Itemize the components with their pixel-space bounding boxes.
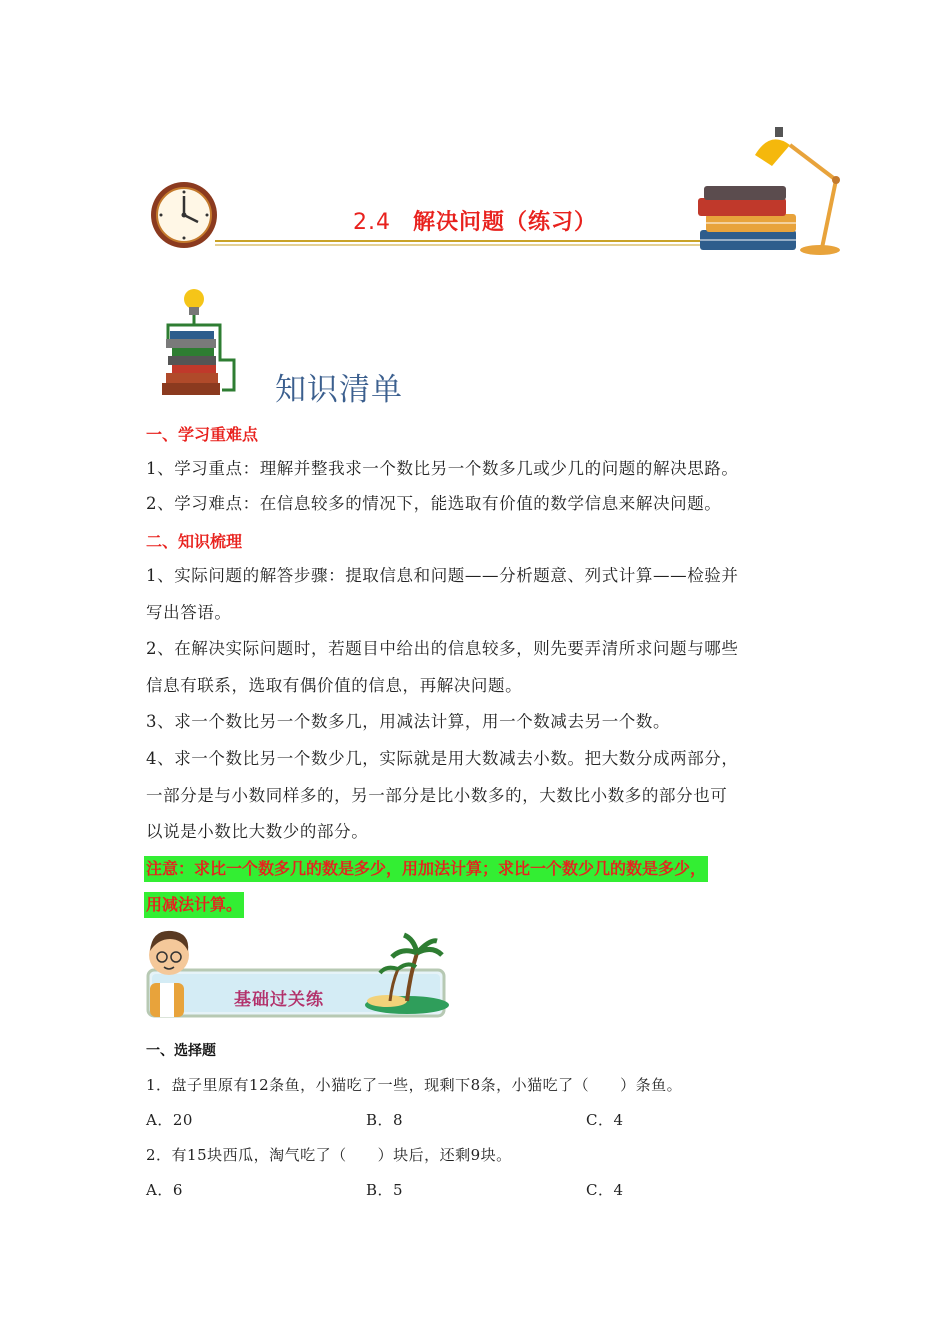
review-line: 1、实际问题的解答步骤：提取信息和问题——分析题意、列式计算——检验并 — [146, 566, 739, 585]
title-text: 解决问题（练习） — [412, 210, 597, 235]
review-line: 4、求一个数比另一个数少几，实际就是用大数减去小数。把大数分成两部分， — [146, 749, 739, 768]
question-1-option-a[interactable]: A．20 — [146, 1111, 193, 1129]
review-line: 以说是小数比大数少的部分。 — [146, 822, 369, 841]
question-2-option-a[interactable]: A．6 — [146, 1181, 183, 1199]
section-title-key-points: 一、学习重难点 — [146, 425, 259, 444]
question-1-option-c[interactable]: C．4 — [586, 1111, 624, 1129]
clock-icon — [151, 182, 217, 248]
question-1-option-b[interactable]: B．8 — [366, 1111, 404, 1129]
page-header — [0, 0, 950, 270]
question-2-option-c[interactable]: C．4 — [586, 1181, 624, 1199]
question-1-text: 1．盘子里原有12条鱼，小猫吃了一些，现剩下8条，小猫吃了（ ）条鱼。 — [146, 1076, 683, 1094]
review-line: 3、求一个数比另一个数多几，用减法计算，用一个数减去另一个数。 — [146, 712, 671, 731]
practice-banner-title: 基础过关练 — [234, 990, 324, 1010]
key-point-item: 2、学习难点：在信息较多的情况下，能选取有价值的数学信息来解决问题。 — [146, 494, 722, 513]
books-icon — [698, 186, 796, 250]
knowledge-heading: 知识清单 — [275, 372, 403, 408]
question-2-option-b[interactable]: B．5 — [366, 1181, 404, 1199]
question-section-title: 一、选择题 — [146, 1043, 216, 1059]
section-title-knowledge-review: 二、知识梳理 — [146, 532, 243, 551]
note-line: 注意：求比一个数多几的数是多少，用加法计算；求比一个数少几的数是多少， — [144, 856, 708, 882]
question-2-text: 2．有15块西瓜，淘气吃了（ ）块后，还剩9块。 — [146, 1146, 512, 1164]
title-number: 2.4 — [352, 210, 391, 235]
page-title — [300, 205, 650, 236]
review-line: 2、在解决实际问题时，若题目中给出的信息较多，则先要弄清所求问题与哪些 — [146, 639, 739, 658]
review-line: 信息有联系，选取有偶价值的信息，再解决问题。 — [146, 676, 523, 695]
knowledge-books-icon — [158, 285, 248, 400]
review-line: 一部分是与小数同样多的，另一部分是比小数多的，大数比小数多的部分也可 — [146, 786, 728, 805]
note-line: 用减法计算。 — [144, 892, 244, 918]
review-line: 写出答语。 — [146, 603, 232, 622]
key-point-item: 1、学习重点：理解并整我求一个数比另一个数多几或少几的问题的解决思路。 — [146, 459, 739, 478]
